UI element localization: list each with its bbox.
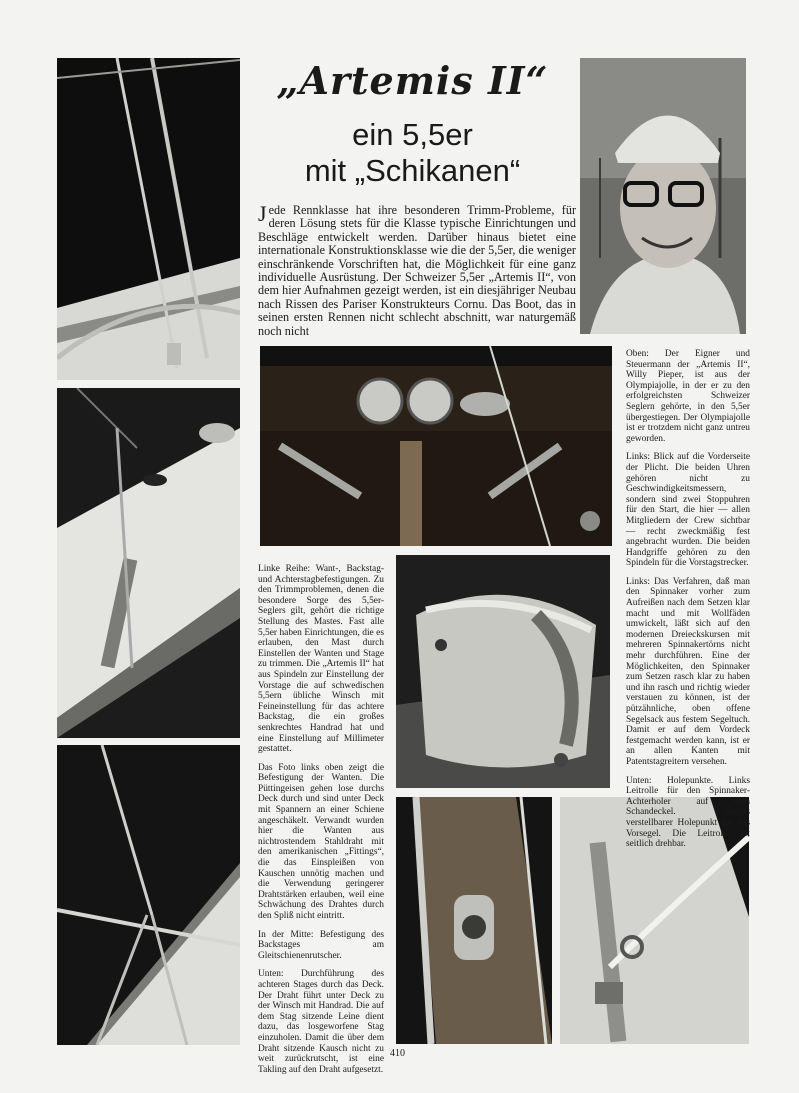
photo-shroud-attachment bbox=[57, 58, 240, 380]
photo-owner-portrait bbox=[580, 58, 746, 334]
intro-text: ede Rennklasse hat ihre besonderen Trimm-Probleme, für deren Lösung stets für die Klasse typische Einrichtungen und Beschläge entwickelt werden. Darüber hinaus bietet eine internationale Konstruktionsklasse wie die der 5,5er, die weniger einschränkende Vorschriften hat, die Möglichkeit für eine ganz individuelle Ausrüstung. Der Schweizer 5,5er „Artemis II“, von dem hier Aufnahmen gezeigt werden, ist ein diesjähriger Neubau nach Rissen des Pariser Konstrukteurs Cornu. Das Boot, das in seinen ersten Rennen nicht schlecht abschnitt, war naturgemäß noch nicht bbox=[258, 203, 576, 338]
photo-spinnaker-lead-block bbox=[396, 797, 552, 1044]
photo-cockpit-stopwatches bbox=[260, 346, 612, 546]
intro-dropcap: J bbox=[258, 201, 267, 226]
caption-portrait: Oben: Der Eigner und Steuermann der „Artemis II“, Willy Pieper, ist aus der Olympiajolle, in der er zu den erfolgreichsten Schweizer Seglern gehörte, in den 5,5er übergestiegen. Der Olympiajolle ist er trotzdem nicht ganz untreu geworden. bbox=[626, 349, 750, 444]
intro-paragraph bbox=[258, 201, 576, 338]
photo-backstay-slider bbox=[57, 388, 240, 738]
caption-left-row: Linke Reihe: Want-, Backstag- und Achterstagbefestigungen. Zu den Trimmproblemen, denen die besondere Sorge des 5,5er-Seglers gilt, gehört die richtige Stellung des Mastes. Fast alle 5,5er haben Einrichtungen, die es erlauben, den Mast durch Einstellen der Wanten und Stage zu trimmen. Die „Artemis II“ hat aus Spindeln zur Einstellung der Vorstage die auf schwedischen 5,5ern übliche Winsch mit Feineinstellung für das achtere Backstag, die ein großes senkrechtes Handrad hat und eine Einstellung auf Millimeter gestattet. bbox=[258, 564, 384, 755]
caption-bottom-photo: Unten: Durchführung des achteren Stages durch das Deck. Der Draht führt unter Deck zu der Winsch mit Handrad. Die auf dem Stag sitzende Leine dient dazu, das losgeworfene Stag einzuholen. Damit die über dem Draht sitzende Kausch nicht zu weit zurückrutscht, ist eine Takling auf den Draht aufgesetzt. bbox=[258, 969, 384, 1075]
photo-spinnaker-bag bbox=[396, 555, 610, 788]
caption-sheet-leads: Unten: Holepunkte. Links Leitrolle für den Spinnaker-Achterholer auf dem Schandeckel. Rechts verstellbarer Holepunkt für das Vorsegel. Die Leitrolle ist seitlich drehbar. bbox=[626, 775, 750, 850]
caption-middle-photo: In der Mitte: Befestigung des Backstages am Gleitschienenrutscher. bbox=[258, 929, 384, 961]
article-subtitle-line2: mit „Schikanen“ bbox=[304, 153, 521, 188]
caption-shroud-photo: Das Foto links oben zeigt die Befestigung der Wanten. Die Püttingeisen gehen lose durchs Deck durch und sind unter Deck mit Spannern an einer Schiene angeschäkelt. Verwandt wurden hier die Wanten aus nichtrostendem Stahldraht mit den amerikanischen „Fittings“, die das Einspleißen von Kauschen unnötig machen und die Verwendung geringerer Drahtstärken erlauben, weil eine Schwächung des Drahtes durch den Spliß nicht eintritt. bbox=[258, 762, 384, 921]
middle-caption-column bbox=[258, 564, 384, 1083]
right-caption-column bbox=[626, 349, 750, 858]
page-number: 410 bbox=[390, 1048, 405, 1059]
article-title: „Artemis II“ bbox=[276, 58, 549, 103]
caption-spinnaker-bag: Links: Das Verfahren, daß man den Spinnaker vorher zum Aufreißen nach dem Setzen klar macht und mit Wollfäden umwickelt, läßt sich auf den modernen Dreieckskursen mit mehreren Spinnakertörns nicht mehr durchführen. Eine der Möglichkeiten, den Spinnaker zum Setzen rasch klar zu haben und ihn rasch und richtig wieder verstauen zu können, ist der pützähnliche, oben offene Segelsack aus festem Segeltuch. Damit er auf dem Vordeck festgemacht werden kann, ist er an allen Kanten mit Patentstagreitern versehen. bbox=[626, 576, 750, 767]
photo-backstay-deck-passthrough bbox=[57, 745, 240, 1045]
caption-cockpit: Links: Blick auf die Vorderseite der Plicht. Die beiden Uhren gehören nicht zu Geschwindigkeitsmessern, sondern sind zwei Stoppuhren für den Start, die hier — allen Mitgliedern der Crew sichtbar — recht zweckmäßig fest angebracht wurden. Die beiden Handgriffe gehören zu den Spindeln für die Vorstagstrecker. bbox=[626, 452, 750, 569]
article-subtitle-line1: ein 5,5er bbox=[352, 117, 473, 152]
